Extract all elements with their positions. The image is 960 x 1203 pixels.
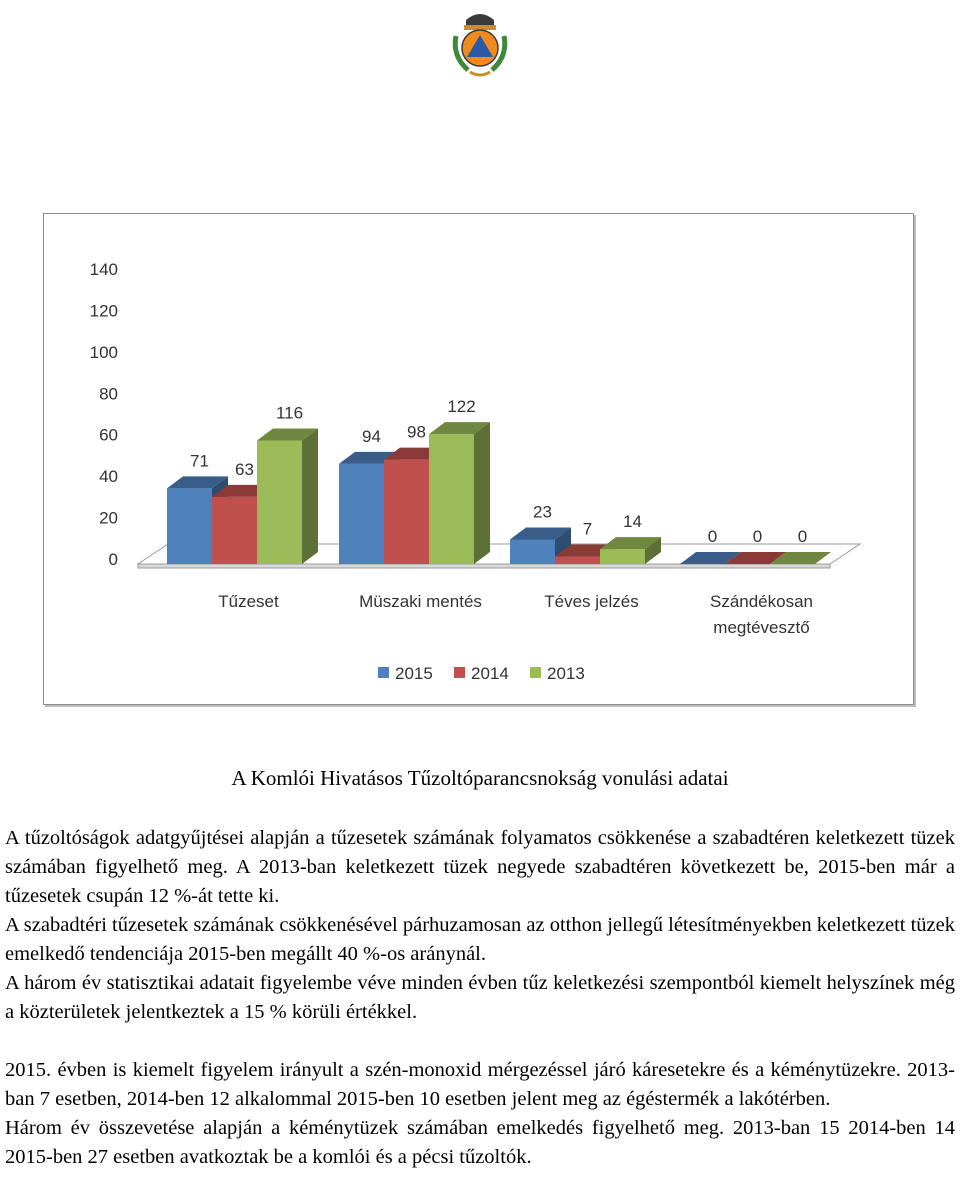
x-tick-label: megtévesztő (713, 618, 810, 637)
firefighter-emblem-icon (448, 6, 512, 78)
bar-side (474, 422, 490, 564)
data-label: 94 (362, 426, 381, 446)
data-label: 14 (623, 512, 642, 532)
data-label: 98 (407, 422, 426, 442)
y-tick-label: 80 (99, 384, 118, 404)
bar (167, 488, 212, 564)
bar-chart (44, 214, 913, 704)
data-label: 0 (707, 527, 718, 546)
data-label: 7 (582, 519, 593, 539)
legend-label: 2015 (395, 664, 433, 683)
bar (257, 440, 302, 564)
bar (510, 540, 555, 564)
legend-swatch (530, 667, 541, 678)
legend-label: 2013 (547, 664, 585, 683)
y-tick-label: 120 (89, 301, 118, 321)
paragraph: 2015. évben is kiemelt figyelem irányult a szén-monoxid mérgezéssel járó káresetekre és a kéménytüzekre. 2013-ban 7 esetben, 2014-ben 12 alkalommal 2015-ben 10 esetben jelent meg az égéstermék a lakótérben. (5, 1059, 955, 1110)
legend-swatch (454, 667, 465, 678)
y-tick-label: 60 (99, 425, 118, 445)
paragraph: A tűzoltóságok adatgyűjtései alapján a tűzesetek számának folyamatos csökkenése a szabadtéren keletkezett tüzek számában figyelhető meg. A 2013-ban keletkezett tüzek negyede szabadtéren következett be, 2015-ben már a tűzesetek csupán 12 %-át tette ki. (5, 827, 955, 907)
data-label: 116 (275, 403, 304, 423)
y-tick-label: 20 (99, 508, 118, 528)
data-label: 23 (533, 502, 552, 522)
legend-label: 2014 (471, 664, 509, 683)
data-label: 0 (752, 527, 763, 546)
x-tick-label: Téves jelzés (544, 592, 639, 611)
y-tick-label: 100 (89, 342, 118, 362)
chart-frame (43, 213, 914, 705)
chart-floor-edge (138, 564, 830, 568)
y-tick-label: 140 (89, 260, 118, 279)
bar (384, 460, 429, 564)
x-tick-label: Müszaki mentés (359, 592, 482, 611)
y-tick-label: 40 (99, 467, 118, 487)
legend-swatch (378, 667, 389, 678)
paragraph: A szabadtéri tűzesetek számának csökkenésével párhuzamosan az otthon jellegű létesítményekben keletkezett tüzek emelkedő tendenciája 2015-ben megállt 40 %-os aránynál. (5, 914, 956, 965)
bar-side (302, 428, 318, 564)
bar (555, 557, 600, 564)
data-label: 122 (447, 397, 476, 417)
y-tick-label: 0 (108, 550, 118, 569)
bar (212, 497, 257, 564)
paragraph: A három év statisztikai adatait figyelembe véve minden évben tűz keletkezési szempontból kiemelt helyszínek még a közterületek jelentkeztek a 15 % körüli értékkel. (5, 972, 955, 1023)
data-label: 0 (797, 527, 808, 546)
x-tick-label: Szándékosan (709, 592, 814, 611)
chart-caption: A Komlói Hivatásos Tűzoltóparancsnokság vonulási adatai (231, 766, 729, 790)
bar (600, 549, 645, 564)
bar (429, 434, 474, 564)
data-label: 63 (235, 459, 254, 479)
bar (339, 464, 384, 564)
x-tick-label: Tűzeset (218, 592, 279, 611)
paragraph: Három év összevetése alapján a kéménytüzek számában emelkedés figyelhető meg. 2013-ban 15 2014-ben 14 2015-ben 27 esetben avatkoztak be a komlói és a pécsi tűzoltók. (5, 1117, 955, 1168)
data-label: 71 (190, 451, 209, 471)
body-text (5, 824, 955, 1172)
